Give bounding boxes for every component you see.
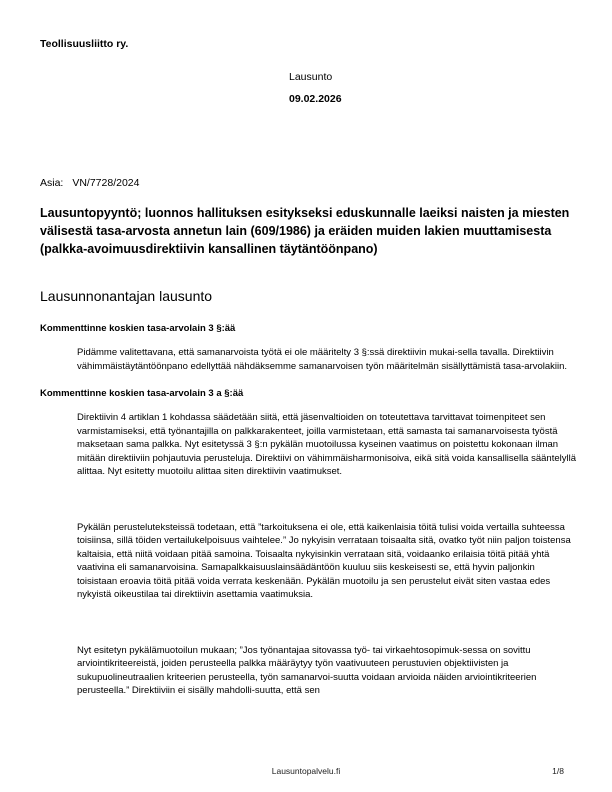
- statement-heading: Lausunnonantajan lausunto: [40, 288, 213, 304]
- paragraph: Pykälän perusteluteksteissä todetaan, että ”tarkoituksena ei ole, että kaikenlaisia töitä tulisi voida vertailla suhteessa toisiinsa, sillä töiden vertailukelpoisuus vaihtelee.” Jo nykyisin verrataan toisaalta sitä, ovatko työt niin paljon toistensa kaltaisia, että niitä voidaan pitää samoina. Toisaalta nykyisinkin verrataan sitä, voidaanko erilaisia töitä pitää yhtä vaativina eli samanarvoisina. Samapalkkaisuuslainsäädäntöön kuuluu siis keskeisesti se, että hyvin paljonkin toisistaan eroavia töitä pitää voida verrata keskenään. Pykälän muotoilu ja sen perustelut eivät siten vastaa edes nykyistä oikeustilaa tai direktiivin asettamia vaatimuksia.: [77, 521, 571, 600]
- paragraph: Pidämme valitettavana, että samanarvoista työtä ei ole määritelty 3 §:ssä direktiivin mukai-sella tavalla. Direktiivin vähimmäistäytäntöönpano edellyttää nähdäksemme samanarvoisen työn määritelmän sisällyttämistä tasa-arvolakiin.: [77, 347, 568, 372]
- case-number: VN/7728/2024: [72, 177, 140, 189]
- statement-section: [40, 322, 581, 373]
- sender-organization: Teollisuusliitto ry.: [40, 38, 129, 50]
- document-date: 09.02.2026: [289, 93, 342, 105]
- case-label: Asia:: [40, 177, 64, 189]
- footer-page-number: 1/8: [552, 766, 564, 776]
- statement-section: [40, 387, 581, 698]
- case-reference-line: [40, 177, 139, 189]
- document-title: Lausuntopyyntö; luonnos hallituksen esitykseksi eduskunnalle laeiksi naisten ja miesten välisestä tasa-arvosta annetun lain (609/1986) ja eräiden muiden lakien muuttamisesta (palkka-avoimuusdirektiivin kansallinen täytäntöönpano): [40, 206, 570, 256]
- section-heading-tasa-arvolaki-3a: Kommenttinne koskien tasa-arvolain 3 a §:ää: [40, 388, 244, 399]
- footer-site-name: Lausuntopalvelu.fi: [271, 766, 341, 776]
- statement-body: [40, 322, 581, 712]
- document-type-label: Lausunto: [289, 71, 333, 83]
- section-heading-tasa-arvolaki-3: Kommenttinne koskien tasa-arvolain 3 §:ää: [40, 323, 236, 334]
- paragraph: Nyt esitetyn pykälämuotoilun mukaan; ”Jos työnantajaa sitovassa työ- tai virkaehtosopimuk-sessa on sovittu arviointikriteereistä, joiden perusteella palkka määräytyy työn vaativuuteen perustuvien objektiivisten ja sukupuolineutraalien kriteerien perusteella, työn samanarvoi-suutta voidaan arvioida näiden arviointikriteerien perusteella.” Direktiiviin ei sisälly mahdolli-suutta, että sen: [77, 644, 537, 696]
- paragraph: Direktiivin 4 artiklan 1 kohdassa säädetään siitä, että jäsenvaltioiden on toteutettava tarvittavat toimenpiteet sen varmistamiseksi, että työnantajilla on palkkarakenteet, joilla varmistetaan, että samasta tai samanarvoisesta työstä maksetaan sama palkka. Nyt esitetyssä 3 §:n pykälän muotoilussa kyseinen vaatimus on poistettu kokonaan ilman mitään direktiiviin pohjautuvia perusteluja. Direktiivi on vähimmäisharmonisoiva, eikä sitä voida kansallisella sääntelyllä alittaa. Nyt esitetty muotoilu alittaa siten direktiivin vaatimukset.: [77, 412, 576, 477]
